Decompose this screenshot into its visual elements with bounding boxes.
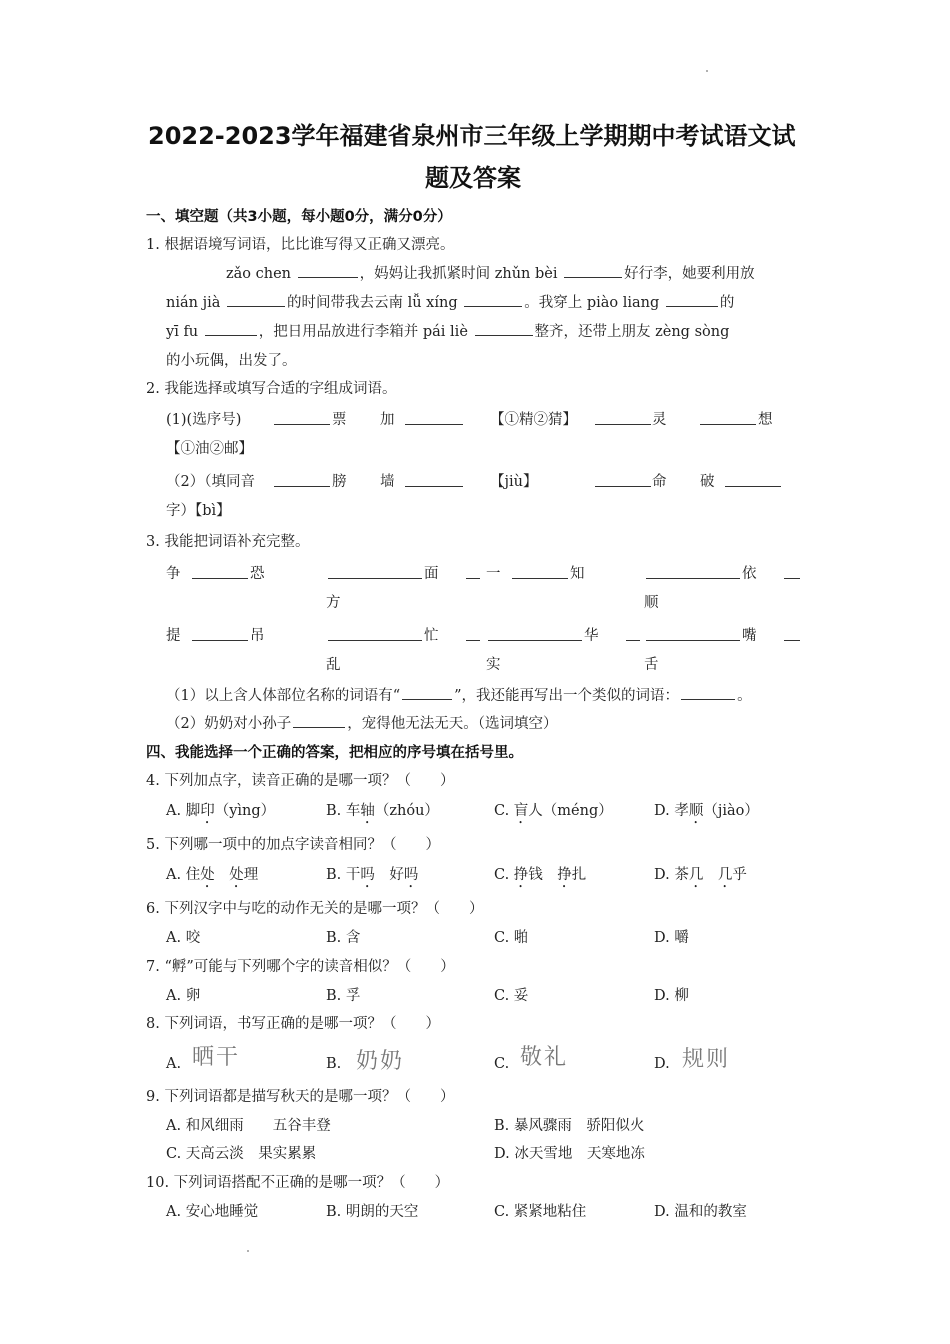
- q7-option-d[interactable]: D. 柳: [654, 988, 689, 1004]
- q10-option-b[interactable]: B. 明朗的天空: [326, 1204, 419, 1220]
- section-heading-1: 一、填空题（共3小题，每小题0分，满分0分）: [146, 209, 452, 225]
- text: ，宠得他无法无天。（选词填空）: [347, 716, 558, 732]
- q3-sub-2: [166, 712, 557, 733]
- text: （1）以上含人体部位名称的词语有“: [166, 688, 401, 704]
- text: 。: [737, 688, 752, 704]
- pinyin: lǚ xíng: [407, 295, 458, 311]
- q3-sub-1: [166, 684, 752, 705]
- answer-blank[interactable]: [205, 321, 257, 336]
- q3-char: 争: [166, 566, 181, 582]
- answer-blank[interactable]: [466, 626, 480, 641]
- question-10-prompt: 10. 下列词语搭配不正确的是哪一项？（ ）: [146, 1175, 450, 1191]
- q9-option-c[interactable]: C. 天高云淡 果实累累: [166, 1146, 317, 1162]
- handwriting-image-c: 敬礼: [520, 1045, 569, 1070]
- answer-blank[interactable]: [512, 564, 568, 579]
- answer-blank[interactable]: [488, 626, 582, 641]
- q3-char: 吊: [250, 628, 265, 644]
- answer-blank[interactable]: [227, 292, 285, 307]
- q2-word: 命: [652, 474, 667, 490]
- q8-option-c[interactable]: C.: [494, 1056, 510, 1072]
- q8-option-a[interactable]: A.: [166, 1056, 182, 1072]
- q2-word: 票: [332, 412, 347, 428]
- answer-blank[interactable]: [646, 626, 740, 641]
- text: 的时间带我去云南: [286, 295, 403, 311]
- q2-word: 加: [380, 412, 395, 428]
- q2-r2-label: （2）（填同音: [166, 474, 255, 490]
- q4-option-d[interactable]: D. 孝顺（jiào）: [654, 803, 759, 819]
- q4-option-a[interactable]: A. 脚印（yìng）: [166, 803, 276, 819]
- answer-blank[interactable]: [328, 626, 422, 641]
- q6-option-c[interactable]: C. 啪: [494, 930, 529, 946]
- answer-blank[interactable]: [466, 564, 480, 579]
- text: 好行李，她要利用放: [624, 266, 755, 282]
- q3-char: 舌: [644, 657, 659, 673]
- q3-char: 华: [584, 628, 599, 644]
- answer-blank[interactable]: [274, 472, 330, 487]
- q2-r1-label: (1)(选序号): [166, 412, 242, 428]
- q2-word: 想: [758, 412, 773, 428]
- q3-char: 面: [424, 566, 439, 582]
- q2-word: 灵: [652, 412, 667, 428]
- page-title-line1: 2022-2023学年福建省泉州市三年级上学期期中考试语文试: [148, 122, 796, 150]
- question-9-prompt: 9. 下列词语都是描写秋天的是哪一项？（ ）: [146, 1089, 455, 1105]
- pinyin: zhǔn bèi: [494, 266, 558, 282]
- answer-blank[interactable]: [405, 472, 463, 487]
- q10-option-c[interactable]: C. 紧紧地粘住: [494, 1204, 587, 1220]
- pinyin: pái liè: [422, 324, 468, 340]
- question-1-line3: [166, 320, 729, 341]
- q6-option-a[interactable]: A. 咬: [166, 930, 201, 946]
- q3-char: 方: [326, 595, 341, 611]
- q4-option-c[interactable]: C. 盲人（méng）: [494, 803, 613, 819]
- q5-option-c[interactable]: C. 挣钱 挣扎: [494, 867, 587, 883]
- text: 的: [719, 295, 735, 311]
- text: ，妈妈让我抓紧时间: [359, 266, 491, 282]
- q2-word: 墙: [380, 474, 395, 490]
- q10-option-d[interactable]: D. 温和的教室: [654, 1204, 747, 1220]
- q6-option-b[interactable]: B. 含: [326, 930, 361, 946]
- q4-option-b[interactable]: B. 车轴（zhóu）: [326, 803, 439, 819]
- answer-blank[interactable]: [192, 626, 248, 641]
- answer-blank[interactable]: [626, 626, 640, 641]
- scan-speck-top: [706, 70, 708, 72]
- q3-char: 顺: [644, 595, 659, 611]
- q3-char: 知: [570, 566, 585, 582]
- text: ，把日用品放进行李箱并: [258, 324, 419, 340]
- answer-blank[interactable]: [784, 626, 800, 641]
- q10-option-a[interactable]: A. 安心地睡觉: [166, 1204, 259, 1220]
- answer-blank[interactable]: [475, 321, 533, 336]
- pinyin: zǎo chen: [226, 266, 292, 282]
- pinyin: nián jià: [166, 295, 221, 311]
- answer-blank[interactable]: [700, 410, 756, 425]
- answer-blank[interactable]: [405, 410, 463, 425]
- q6-option-d[interactable]: D. 嚼: [654, 930, 689, 946]
- q5-option-b[interactable]: B. 干吗 好吗: [326, 867, 419, 883]
- pinyin: zèng sòng: [655, 324, 730, 340]
- q2-options: 字）【bì】: [166, 503, 231, 519]
- q8-option-d[interactable]: D.: [654, 1056, 670, 1072]
- answer-blank[interactable]: [595, 410, 651, 425]
- section-heading-4: 四、我能选择一个正确的答案，把相应的序号填在括号里。: [146, 745, 523, 761]
- pinyin: yī fu: [166, 324, 199, 340]
- question-1-line2: [166, 291, 734, 312]
- answer-blank[interactable]: [784, 564, 800, 579]
- q2-options: 【jiù】: [490, 474, 538, 490]
- q7-option-a[interactable]: A. 卵: [166, 988, 201, 1004]
- answer-blank[interactable]: [192, 564, 248, 579]
- answer-blank[interactable]: [564, 263, 622, 278]
- q3-char: 忙: [424, 628, 439, 644]
- answer-blank[interactable]: [293, 713, 345, 728]
- text: 的小玩偶，出发了。: [166, 353, 297, 369]
- page-title-line2: 题及答案: [425, 164, 521, 192]
- q5-option-d[interactable]: D. 茶几 几乎: [654, 867, 747, 883]
- text: （2）奶奶对小孙子: [166, 716, 292, 732]
- q5-option-a[interactable]: A. 住处 处理: [166, 867, 259, 883]
- question-5-prompt: 5. 下列哪一项中的加点字读音相同？（ ）: [146, 837, 440, 853]
- q2-word: 膀: [332, 474, 347, 490]
- question-7-prompt: 7. “孵”可能与下列哪个字的读音相似？（ ）: [146, 959, 455, 975]
- handwriting-image-d: 规则: [682, 1047, 731, 1072]
- answer-blank[interactable]: [328, 564, 422, 579]
- handwriting-image-b: 奶奶: [356, 1049, 405, 1074]
- q2-options: 【①油②邮】: [166, 441, 253, 457]
- answer-blank[interactable]: [464, 292, 522, 307]
- pinyin: piào liang: [586, 295, 660, 311]
- q3-char: 恐: [250, 566, 265, 582]
- q3-char: 提: [166, 628, 181, 644]
- q9-option-d[interactable]: D. 冰天雪地 天寒地冻: [494, 1146, 645, 1162]
- answer-blank[interactable]: [681, 685, 735, 700]
- q3-char: 嘴: [742, 628, 757, 644]
- q2-word: 破: [700, 474, 715, 490]
- text: 整齐，还带上朋友: [534, 324, 651, 340]
- q7-option-b[interactable]: B. 孚: [326, 988, 361, 1004]
- question-6-prompt: 6. 下列汉字中与吃的动作无关的是哪一项？（ ）: [146, 901, 484, 917]
- q3-char: 乱: [326, 657, 341, 673]
- q3-char: 实: [486, 657, 501, 673]
- question-3-prompt: 3. 我能把词语补充完整。: [146, 534, 310, 550]
- answer-blank[interactable]: [725, 472, 781, 487]
- q2-options: 【①精②猜】: [490, 412, 577, 428]
- text: 。我穿上: [524, 295, 583, 311]
- q9-option-a[interactable]: A. 和风细雨 五谷丰登: [166, 1118, 331, 1134]
- answer-blank[interactable]: [595, 472, 651, 487]
- q3-char: 依: [742, 566, 757, 582]
- answer-blank[interactable]: [666, 292, 718, 307]
- q8-option-b[interactable]: B.: [326, 1056, 342, 1072]
- question-1-prompt: 1. 根据语境写词语，比比谁写得又正确又漂亮。: [146, 237, 455, 253]
- text: ”，我还能再写出一个类似的词语：: [454, 688, 680, 704]
- answer-blank[interactable]: [274, 410, 330, 425]
- question-1-line4: [166, 349, 297, 370]
- scan-speck-bottom: [247, 1250, 249, 1252]
- question-8-prompt: 8. 下列词语，书写正确的是哪一项？（ ）: [146, 1016, 440, 1032]
- question-2-prompt: 2. 我能选择或填写合适的字组成词语。: [146, 381, 397, 397]
- question-4-prompt: 4. 下列加点字，读音正确的是哪一项？（ ）: [146, 773, 455, 789]
- handwriting-image-a: 晒干: [192, 1045, 241, 1070]
- q7-option-c[interactable]: C. 妥: [494, 988, 529, 1004]
- answer-blank[interactable]: [402, 685, 452, 700]
- answer-blank[interactable]: [298, 263, 358, 278]
- question-1-line1: [226, 262, 755, 283]
- answer-blank[interactable]: [646, 564, 740, 579]
- q3-char: 一: [486, 566, 501, 582]
- q9-option-b[interactable]: B. 暴风骤雨 骄阳似火: [494, 1118, 645, 1134]
